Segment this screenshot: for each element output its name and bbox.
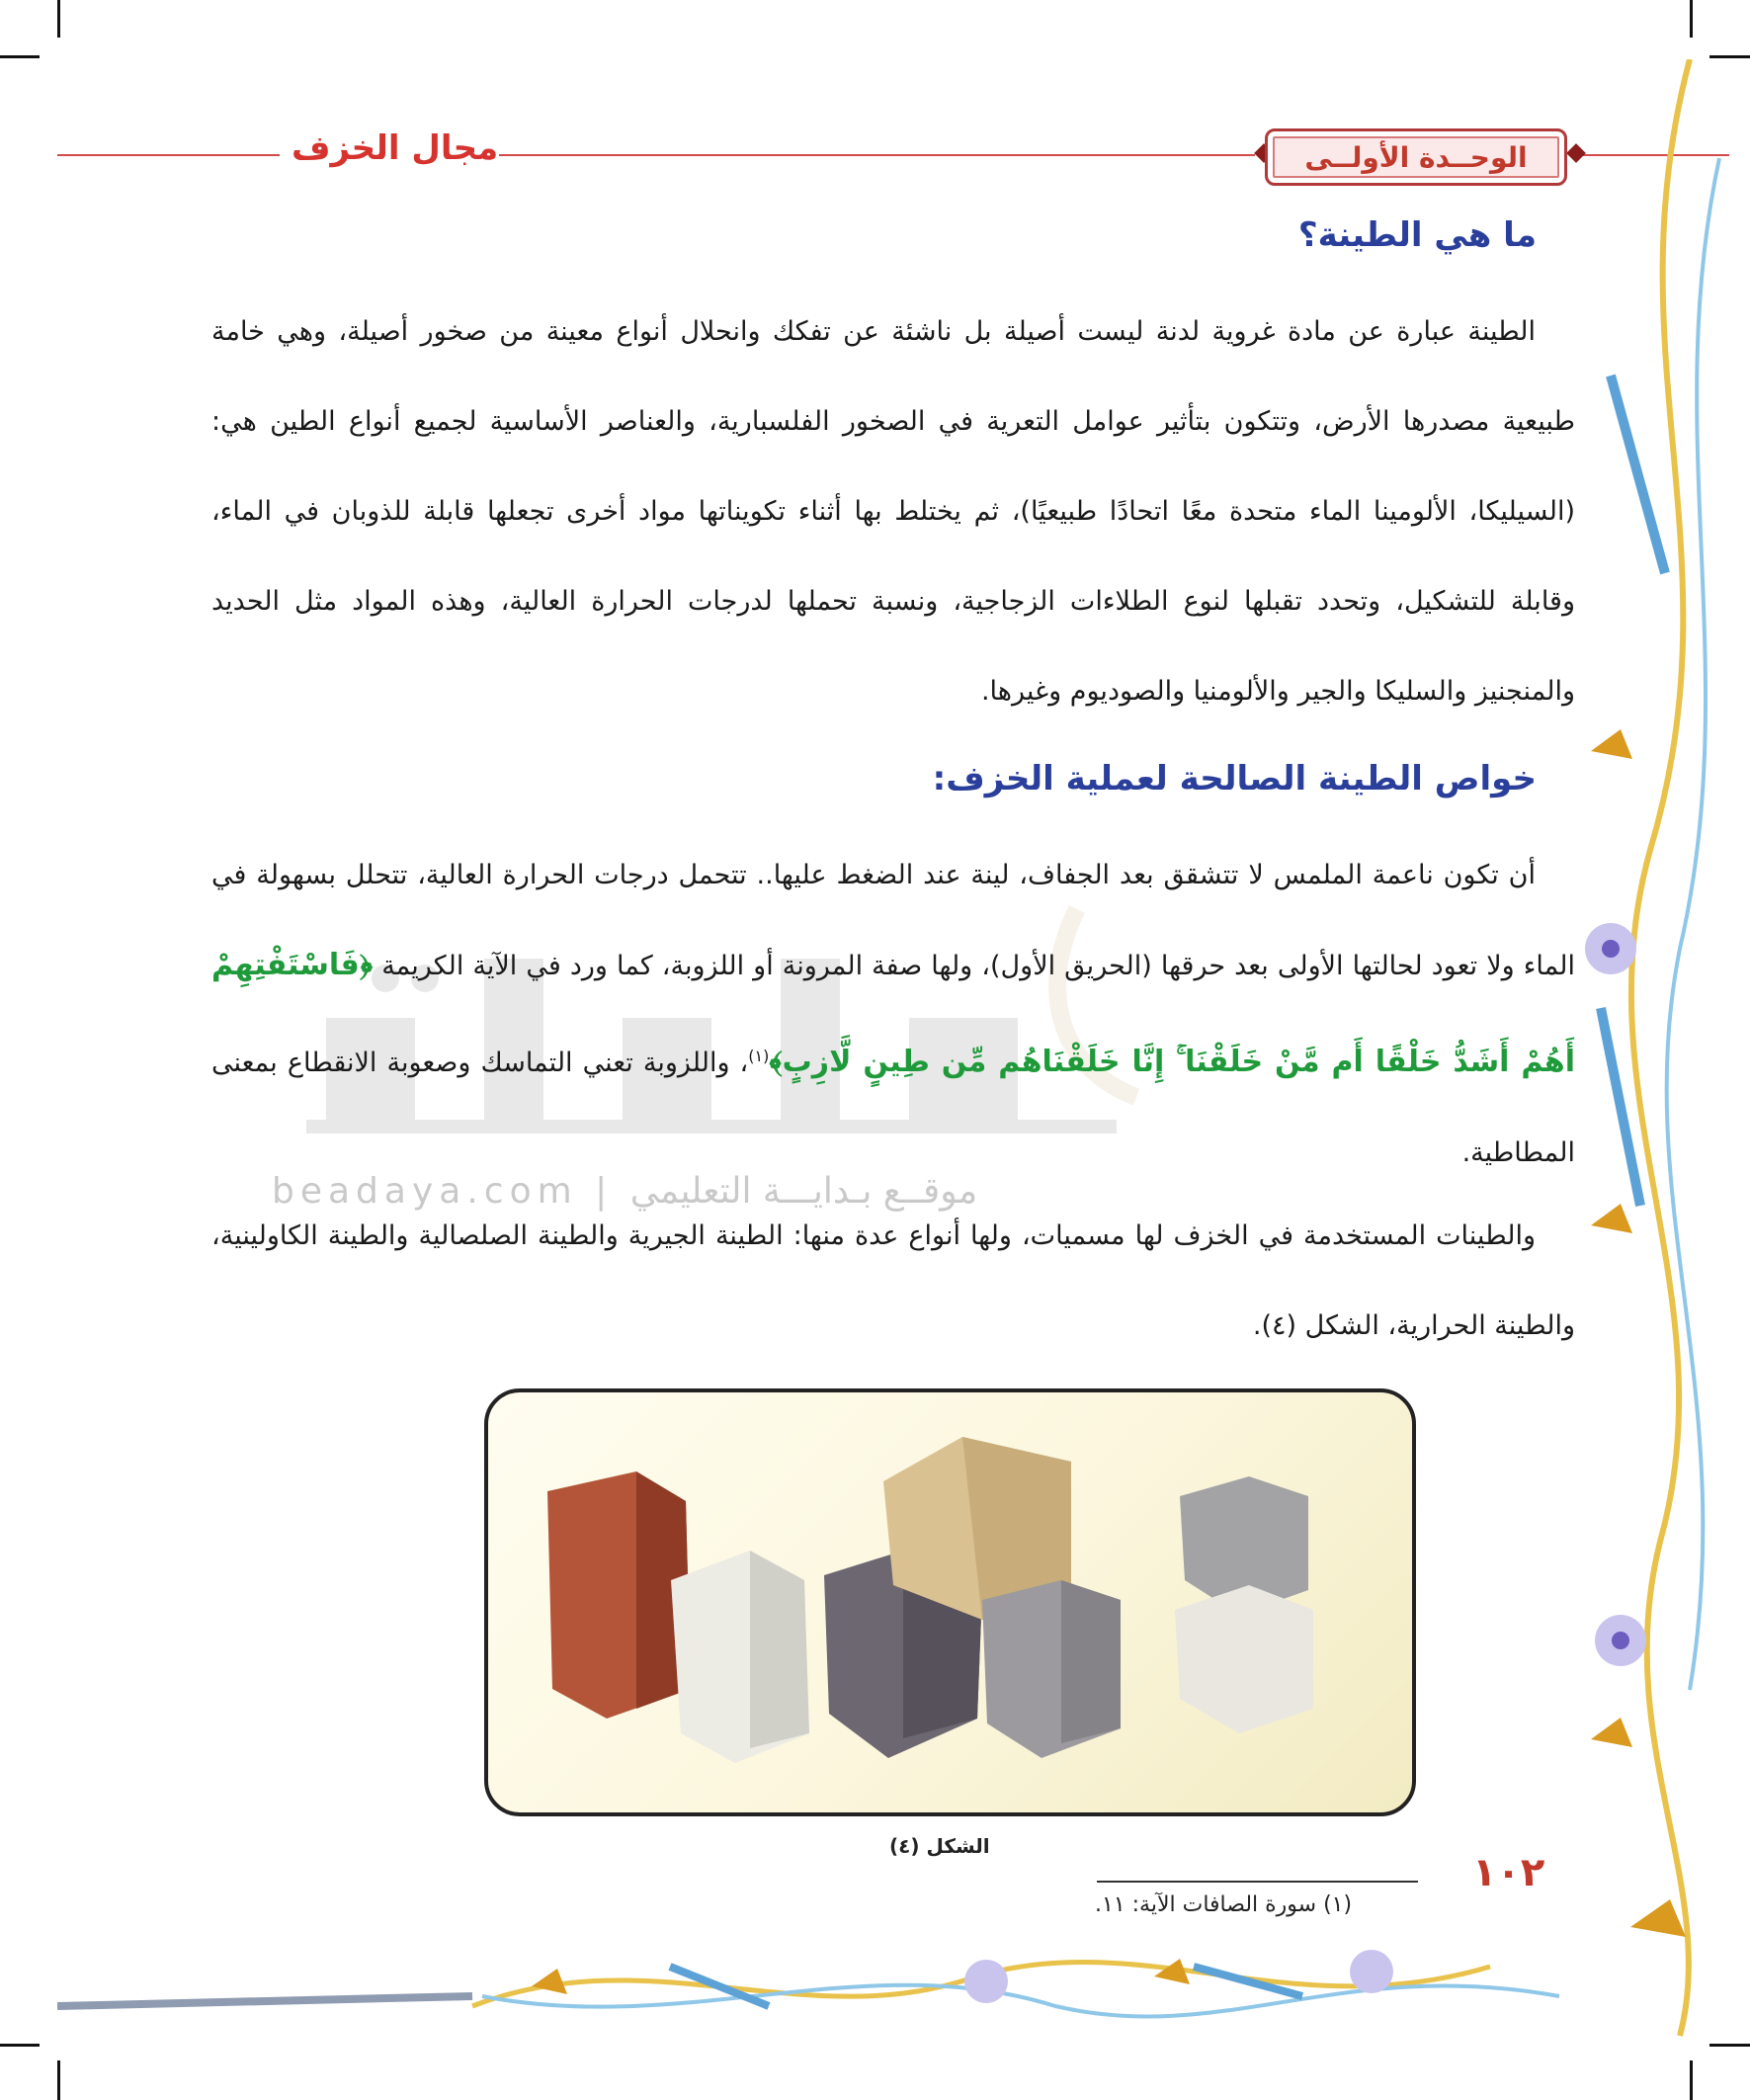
header-rule-left — [57, 154, 280, 156]
crop-mark — [57, 0, 60, 38]
unit-badge — [1265, 128, 1567, 186]
crop-mark — [1709, 55, 1750, 58]
bottom-border-decoration — [57, 1927, 1638, 2036]
footnote-text: (١) سورة الصافات الآية: ١١. — [1095, 1892, 1353, 1917]
clay-blocks-illustration — [488, 1392, 1412, 1812]
heading-what-is-clay: ما هي الطينة؟ — [1297, 215, 1537, 255]
unit-label: الوحــدة الأولــى — [1304, 140, 1528, 174]
floral-border-decoration — [1571, 59, 1750, 2056]
crop-mark — [57, 2060, 60, 2100]
field-title: مجال الخزف — [292, 128, 499, 168]
crop-mark — [0, 55, 40, 58]
header-rule-middle — [499, 154, 1255, 156]
paragraph-text-before: أن تكون ناعمة الملمس لا تتشقق بعد الجفاف، لينة عند الضغط عليها.. تتحمل درجات الحرارة العالية، تتحلل بسهولة في الماء ولا تعود لحالتها الأولى بعد حرقها (الحريق الأول)، ولها صفة المرونة أو اللزوبة، كما ورد في الآية الكريمة — [211, 860, 1575, 981]
paragraph-clay-properties — [211, 830, 1575, 1198]
paragraph-clay-definition — [211, 287, 1575, 736]
heading-clay-properties: خواص الطينة الصالحة لعملية الخزف: — [932, 759, 1537, 798]
paragraph-text: الطينة عبارة عن مادة غروية لدنة ليست أصيلة بل ناشئة عن تفكك وانحلال أنواع معينة من صخور أصيلة، وهي خامة طبيعية مصدرها الأرض، وتتكون بتأثير عوامل التعرية في الصخور الفلسبارية، والعناصر الأساسية لجميع أنواع الطين هي: (السيليكا، الألومينا الماء متحدة معًا اتحادًا طبيعيًا)، ثم يختلط بها أثناء تكويناتها مواد أخرى تجعلها قابلة للذوبان في الماء، وقابلة للتشكيل، وتحدد تقبلها لنوع الطلاءات الزجاجية، ونسبة تحملها لدرجات الحرارة العالية، وهذه المواد مثل الحديد والمنجنيز والسليكا والجير والألومنيا والصوديوم وغيرها. — [211, 316, 1575, 707]
crop-mark — [1690, 0, 1693, 38]
footnote-rule — [1097, 1881, 1418, 1883]
paragraph-text: والطينات المستخدمة في الخزف لها مسميات، ولها أنواع عدة منها: الطينة الجيرية والطينة الصلصالية والطينة الكاولينية، والطينة الحرارية، الشكل (٤). — [211, 1220, 1575, 1341]
watermark-site: beadaya.com | موقــع بـدايـــة التعليمي — [272, 1171, 978, 1212]
page-number: ١٠٢ — [1472, 1850, 1545, 1895]
paragraph-clay-types — [211, 1191, 1575, 1371]
figure-clay-blocks — [484, 1388, 1416, 1816]
crop-mark — [0, 2044, 40, 2047]
footnote-ref: (١) — [748, 1047, 770, 1065]
figure-caption: الشكل (٤) — [889, 1834, 990, 1858]
quran-verse: ﴿فَاسْتَفْتِهِمْ أَهُمْ أَشَدُّ خَلْقًا أَم مَّنْ خَلَقْنَا ۚ إِنَّا خَلَقْنَاهُم مِّن طِينٍ لَّازِبٍ﴾ — [211, 948, 1575, 1079]
paragraph-text-after: ، واللزوبة تعني التماسك وصعوبة الانقطاع بمعنى المطاطية. — [211, 1048, 1575, 1168]
crop-mark — [1690, 2060, 1693, 2100]
